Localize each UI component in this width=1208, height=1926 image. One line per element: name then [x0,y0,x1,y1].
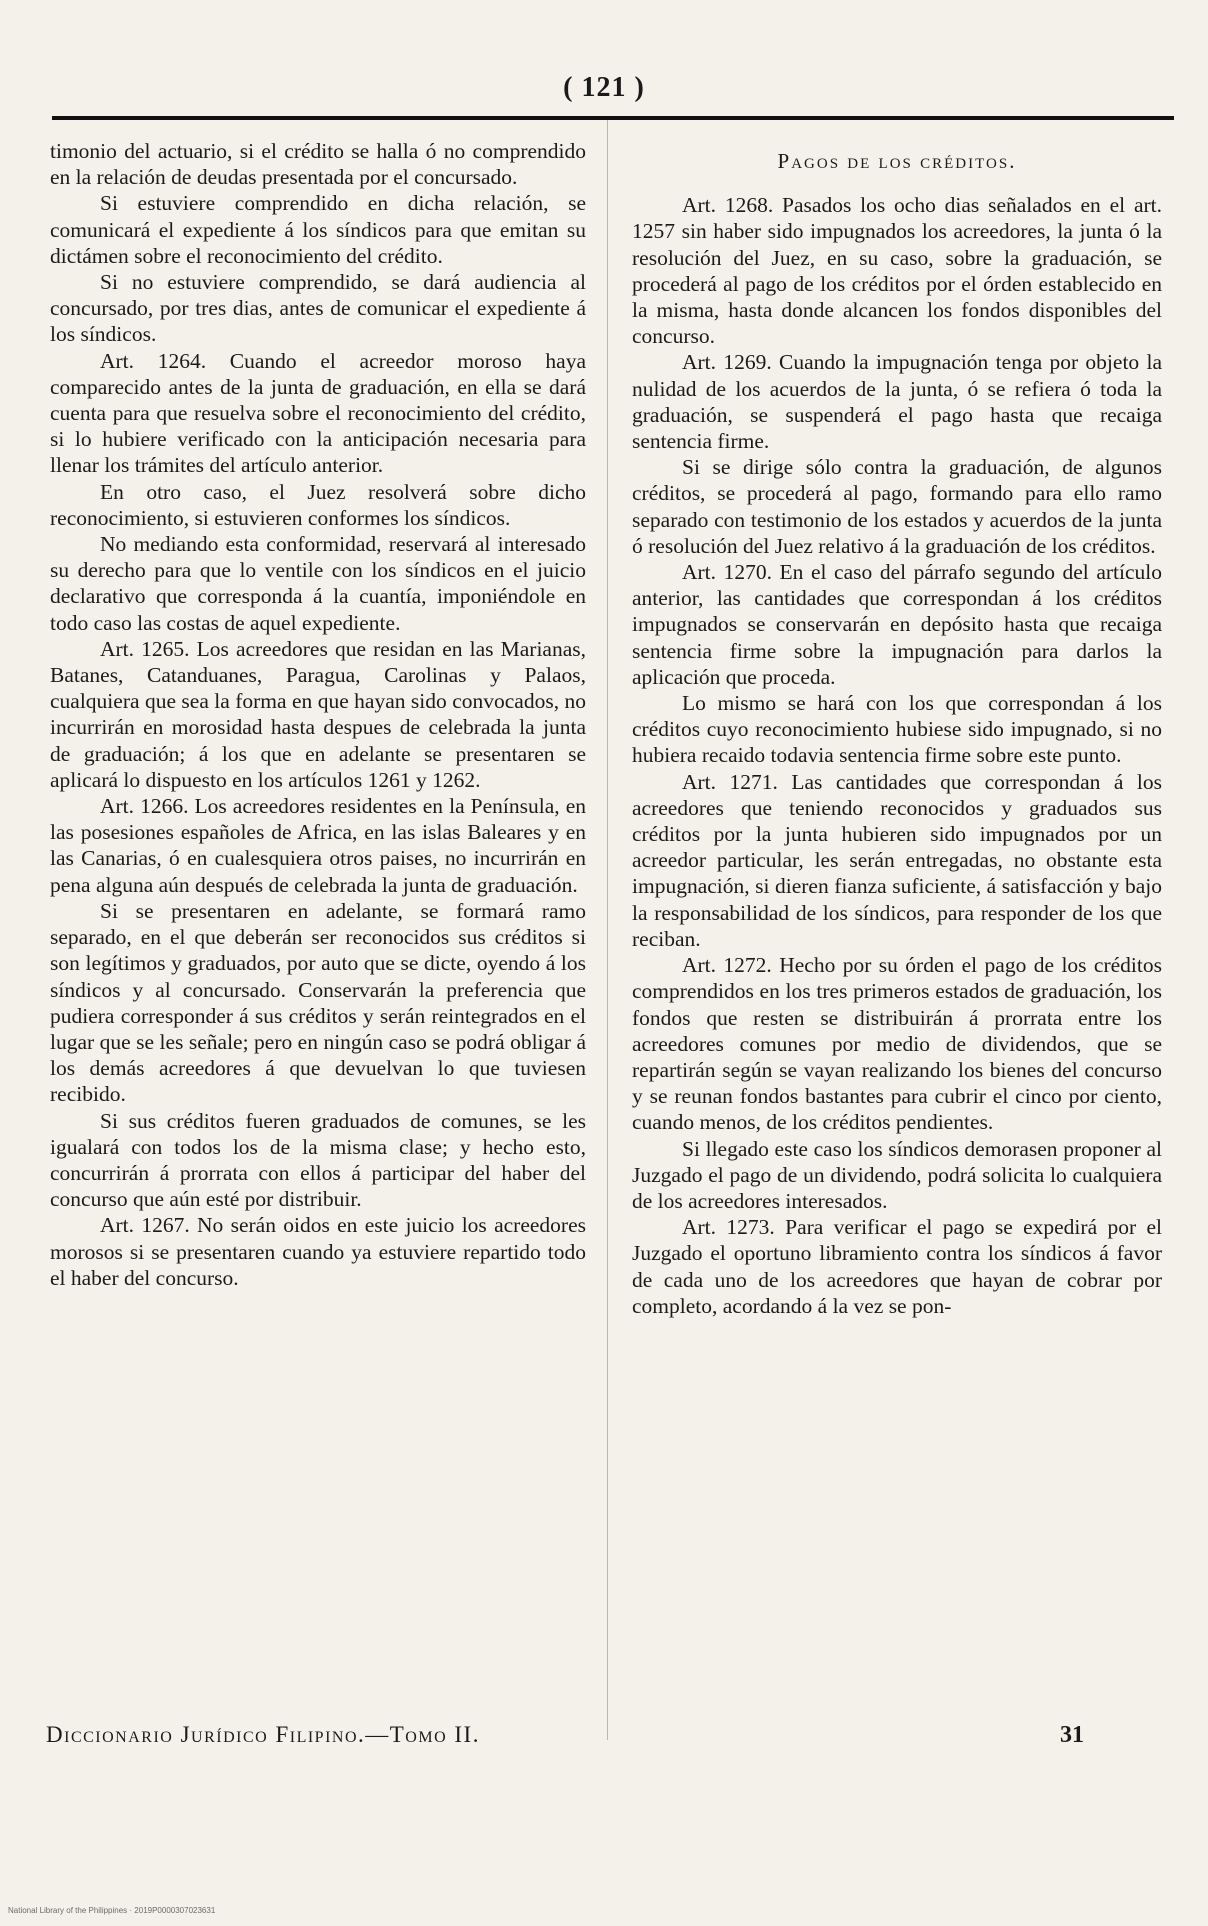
footer-title: Diccionario Jurídico Filipino.—Tomo II. [46,1722,480,1747]
right-column [632,146,1162,1726]
paragraph: Art. 1267. No serán oidos en este juicio los acreedores morosos si se presentaren cuando ya estuviere repartido todo el haber del concurso. [50,1213,586,1290]
paragraph: Art. 1265. Los acreedores que residan en las Marianas, Batanes, Catanduanes, Paragua, Carolinas y Palaos, cualquiera que sea la forma en que hayan sido convocados, no incurrirán en morosidad hasta despues de celebrada la junta de graduación; á los que en adelante se presentaren se aplicará lo dispuesto en los artículos 1261 y 1262. [50,636,586,792]
paragraph: Si estuviere comprendido en dicha relación, se comunicará el expediente á los síndicos para que emitan su dictámen sobre el reconocimiento del crédito. [50,191,586,268]
paragraph: timonio del actuario, si el crédito se halla ó no comprendido en la relación de deudas presentada por el concursado. [50,139,586,190]
paragraph: Si se presentaren en adelante, se formará ramo separado, en el que deberán ser reconocidos sus créditos si son legítimos y graduados, por auto que se dicte, oyendo á los síndicos y al concursado. Conservarán la preferencia que pudiera corresponder á sus créditos y serán reintegrados en el lugar que se les señale; pero en ningún caso se podrá obligar á los demás acreedores á que devuelvan lo que tuviesen recibido. [50,898,586,1107]
paragraph: Si llegado este caso los síndicos demorasen proponer al Juzgado el pago de un dividendo, podrá solicita lo cualquiera de los acreedores interesados. [632,1136,1162,1213]
paragraph: Art. 1272. Hecho por su órden el pago de los créditos comprendidos en los tres primeros estados de graduación, los fondos que resten se distribuirán á prorrata entre los acreedores comunes por medio de dividendos, que se repartirán según se vayan realizando los bienes del concurso y se reunan fondos bastantes para cubrir el cinco por ciento, cuando menos, de los créditos pendientes. [632,953,1162,1135]
paragraph: Art. 1271. Las cantidades que correspondan á los acreedores que teniendo reconocidos y graduados sus créditos por la junta hubieren sido impugnados por un acreedor particular, les serán entregadas, no obstante esta impugnación, si dieren fianza suficiente, á satisfacción y bajo la responsabilidad de los síndicos, para responder de los que reciban. [632,769,1162,951]
paragraph: Art. 1268. Pasados los ocho dias señalados en el art. 1257 sin haber sido impugnados los acreedores, la junta ó la resolución del Juez, en su caso, sobre la graduación, se procederá al pago de los créditos por el órden establecido en la misma, hasta donde alcancen los fondos disponibles del concurso. [632,193,1162,349]
paragraph: Lo mismo se hará con los que correspondan á los créditos cuyo reconocimiento hubiese sido impugnado, si no hubiera recaido todavia sentencia firme sobre este punto. [632,691,1162,768]
section-heading: Pagos de los créditos. [777,149,1017,173]
paragraph: Art. 1270. En el caso del párrafo segundo del artículo anterior, las cantidades que correspondan á los créditos impugnados se conservarán en depósito hasta que recaiga sentencia firme sobre la impugnación para darlos la aplicación que proceda. [632,560,1162,689]
header-rule [52,116,1174,120]
signature-number: 31 [1060,1722,1084,1748]
paragraph: Art. 1269. Cuando la impugnación tenga por objeto la nulidad de los acuerdos de la junta, ó se refiera ó toda la graduación, se suspenderá el pago hasta que recaiga sentencia firme. [632,350,1162,454]
paragraph: Si se dirige sólo contra la graduación, de algunos créditos, se procederá al pago, formando para ello ramo separado con testimonio de los estados y acuerdos de la junta ó resolución del Juez relativo á la graduación de los créditos. [632,455,1162,558]
paragraph: Art. 1264. Cuando el acreedor moroso haya comparecido antes de la junta de graduación, en ella se dará cuenta para que resuelva sobre el reconocimiento del crédito, si lo hubiere verificado con la anticipación necesaria para llenar los trámites del artículo anterior. [50,348,586,478]
paragraph: Art. 1273. Para verificar el pago se expedirá por el Juzgado el oportuno libramiento contra los síndicos á favor de cada uno de los acreedores que hayan de cobrar por completo, acordando á la vez se pon- [632,1215,1162,1318]
column-divider [607,120,608,1740]
library-stamp: National Library of the Philippines · 2019P0000307023631 [8,1906,216,1915]
left-column [50,138,586,1718]
page-number: ( 121 ) [563,72,645,103]
paragraph: Art. 1266. Los acreedores residentes en la Península, en las posesiones españoles de Africa, en las islas Baleares y en las Canarias, ó en cualesquiera otros paises, no incurrirán en pena alguna aún después de celebrada la junta de graduación. [50,794,586,897]
paragraph: Si sus créditos fueren graduados de comunes, se les igualará con todos los de la misma clase; y hecho esto, concurrirán á prorrata con ellos á participar del haber del concurso que aún esté por distribuir. [50,1108,586,1212]
paragraph: No mediando esta conformidad, reservará al interesado su derecho para que lo ventile con los síndicos en el juicio declarativo que corresponda á la cuantía, imponiéndole en todo caso las costas de aquel expediente. [50,532,586,635]
paragraph: En otro caso, el Juez resolverá sobre dicho reconocimiento, si estuvieren conformes los síndicos. [50,479,586,530]
paragraph: Si no estuviere comprendido, se dará audiencia al concursado, por tres dias, antes de comunicar el expediente á los síndicos. [50,270,586,347]
